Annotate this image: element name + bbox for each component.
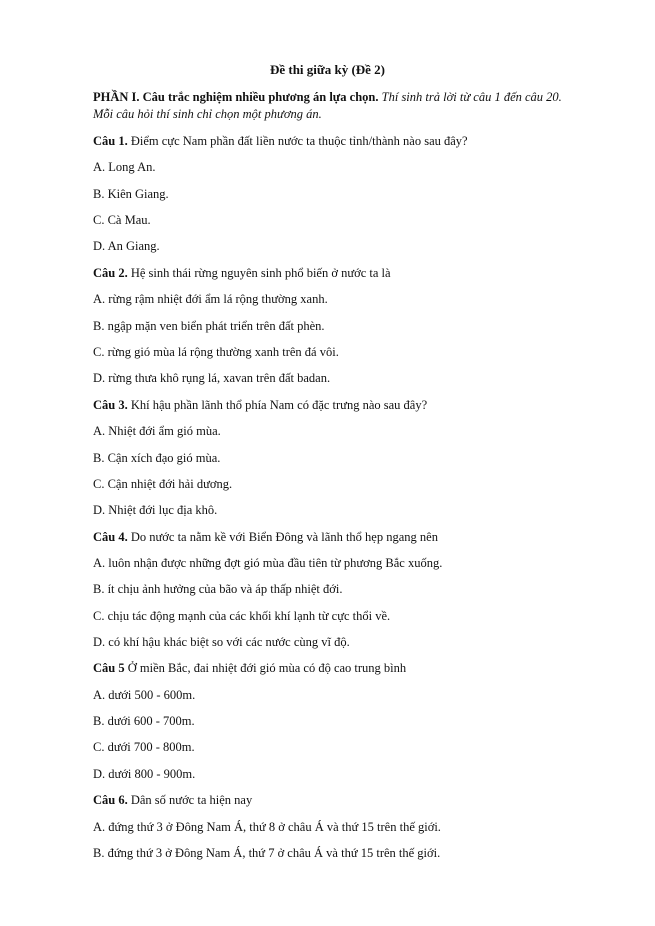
option: D. có khí hậu khác biệt so với các nước cùng vĩ độ. [93,635,350,649]
question-6 [93,792,623,808]
option: C. chịu tác động mạnh của các khối khí lạnh từ cực thổi về. [93,609,391,623]
part-heading: PHẦN I. Câu trắc nghiệm nhiều phương án lựa chọn. [93,90,379,104]
option: B. Cận xích đạo gió mùa. [93,451,221,465]
option: D. rừng thưa khô rụng lá, xavan trên đất badan. [93,371,331,385]
question-label: Câu 6. [93,793,128,807]
option: A. rừng rậm nhiệt đới ẩm lá rộng thường xanh. [93,292,328,306]
question-text: Dân số nước ta hiện nay [130,793,253,807]
option: C. Cà Mau. [93,213,151,227]
part-instruction-1: Thí sinh trả lời từ câu 1 đến câu 20. [381,90,562,104]
question-label: Câu 4. [93,530,128,544]
option: B. dưới 600 - 700m. [93,714,195,728]
option: A. Nhiệt đới ẩm gió mùa. [93,424,221,438]
question-label: Câu 2. [93,266,128,280]
page-title: Đề thi giữa kỳ (Đề 2) [269,62,386,77]
question-text: Khí hậu phần lãnh thổ phía Nam có đặc trưng nào sau đây? [130,398,428,412]
option: D. Nhiệt đới lục địa khô. [93,503,218,517]
question-label: Câu 1. [93,134,128,148]
option: A. dưới 500 - 600m. [93,688,196,702]
question-3 [93,397,623,413]
question-label: Câu 3. [93,398,128,412]
question-text: Điểm cực Nam phần đất liền nước ta thuộc tỉnh/thành nào sau đây? [130,134,468,148]
option: A. Long An. [93,160,156,174]
option: D. dưới 800 - 900m. [93,767,196,781]
question-text: Hệ sinh thái rừng nguyên sinh phổ biến ở nước ta là [130,266,391,280]
option: C. dưới 700 - 800m. [93,740,195,754]
question-2 [93,265,623,281]
option: D. An Giang. [93,239,160,253]
option: B. ít chịu ảnh hưởng của bão và áp thấp nhiệt đới. [93,582,343,596]
option: A. luôn nhận được những đợt gió mùa đầu tiên từ phương Bắc xuống. [93,556,443,570]
option: C. Cận nhiệt đới hải dương. [93,477,233,491]
question-text: Do nước ta nằm kề với Biển Đông và lãnh thổ hẹp ngang nên [130,530,438,544]
question-1 [93,133,623,149]
option: B. ngập mặn ven biển phát triển trên đất phèn. [93,319,325,333]
option: B. Kiên Giang. [93,187,169,201]
question-4 [93,529,623,545]
option: A. đứng thứ 3 ở Đông Nam Á, thứ 8 ở châu Á và thứ 15 trên thế giới. [93,820,441,834]
question-label: Câu 5 [93,661,125,675]
option: C. rừng gió mùa lá rộng thường xanh trên đá vôi. [93,345,339,359]
part-instruction-2: Mỗi câu hỏi thí sinh chỉ chọn một phương án. [93,107,322,121]
question-5 [93,660,623,676]
option: B. đứng thứ 3 ở Đông Nam Á, thứ 7 ở châu Á và thứ 15 trên thế giới. [93,846,441,860]
part-intro [93,89,613,123]
question-text: Ở miền Bắc, đai nhiệt đới gió mùa có độ cao trung bình [127,661,407,675]
